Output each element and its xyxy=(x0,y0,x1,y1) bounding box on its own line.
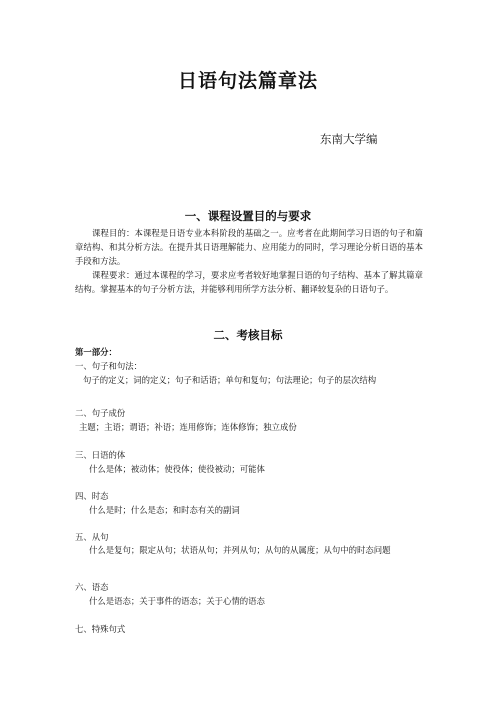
item-content: 什么是复句；限定从句；状语从句；并列从句；从句的从属度；从句中的时态问题 xyxy=(89,545,391,555)
item-content: 什么是语态；关于事件的语态；关于心情的语态 xyxy=(89,596,265,606)
item-title: 一、句子和句法： xyxy=(75,361,142,371)
item-content: 什么是时；什么是态；和时态有关的副词 xyxy=(89,505,240,515)
document-title: 日语句法篇章法 xyxy=(177,70,318,92)
document-author: 东南大学编 xyxy=(320,132,378,146)
item-title: 六、语态 xyxy=(75,582,109,592)
section-heading-1: 一、课程设置目的与要求 xyxy=(184,209,312,223)
item-title: 五、从句 xyxy=(75,532,109,542)
paragraph-course-requirements: 课程要求：通过本课程的学习，要求应考者较好地掌握日语的句子结构、基本了解其篇章结构。掌握基本的句子分析方法，并能够利用所学方法分析、翻译较复杂的日语句子。 xyxy=(75,270,423,294)
item-title: 二、句子成份 xyxy=(75,408,126,418)
item-title: 三、日语的体 xyxy=(75,450,126,460)
item-content: 什么是体；被动体；使役体；使役被动；可能体 xyxy=(89,464,265,474)
item-title: 四、时态 xyxy=(75,491,109,501)
paragraph-course-purpose: 课程目的：本课程是日语专业本科阶段的基础之一。应考者在此期间学习日语的句子和篇章结构、和其分析方法。在提升其日语理解能力、应用能力的同时，学习理论分析日语的基本手段和方法。 xyxy=(75,228,423,266)
part-label: 第一部分： xyxy=(75,347,117,357)
item-content: 主题；主语；谓语；补语；连用修饰；连体修饰；独立成份 xyxy=(79,422,297,432)
item-title: 七、特殊句式 xyxy=(75,624,126,634)
section-heading-2: 二、考核目标 xyxy=(213,328,283,342)
item-content: 句子的定义；词的定义；句子和话语；单句和复句；句法理论；句子的层次结构 xyxy=(83,375,377,385)
